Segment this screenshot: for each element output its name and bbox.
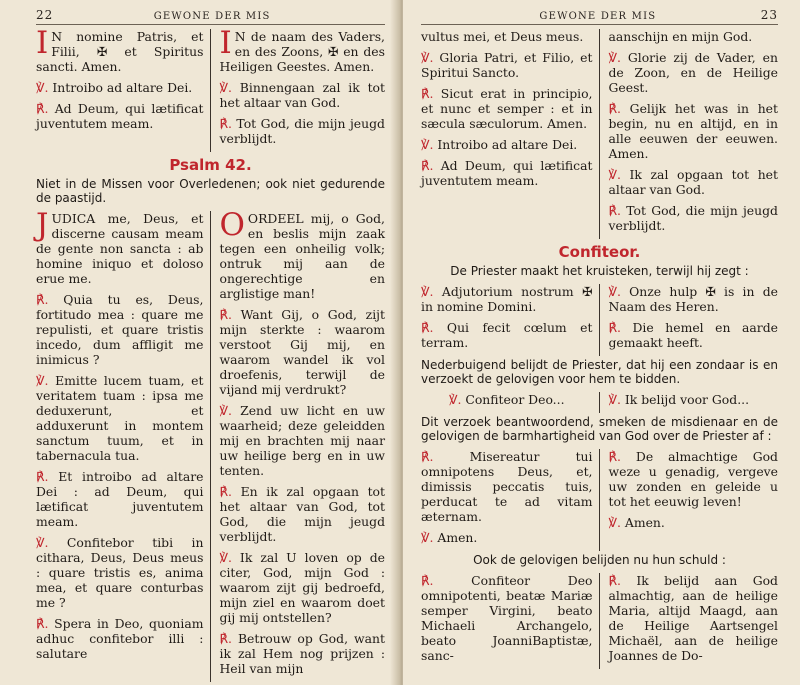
- latin-verse: I N nomine Patris, et Filii, ✠ et Spiritus sancti. Amen.: [36, 25, 204, 74]
- dutch-versicle: ℣. Glorie zij de Vader, en de Zoon, en de Heilige Geest.: [608, 50, 778, 95]
- dutch-versicle: ℣. Ik zal opgaan tot het altaar van God.: [608, 167, 778, 197]
- dutch-response: ℟. Gelijk het was in het begin, nu en altijd, en in alle eeuwen der eeuwen. Amen.: [608, 101, 778, 161]
- latin-response: ℟. Sicut erat in principio, et nunc et semper : et in sæcula sæculorum. Amen.: [421, 86, 593, 131]
- rubric-sign-of-cross: De Priester maakt het kruisteken, terwijl hij zegt :: [450, 264, 749, 278]
- dutch-response: ℟. Want Gij, o God, zijt mijn sterkte : waarom verstoot Gij mij, en waarom wandel ik vol droefenis, terwijl de vijand mij verdrukt?: [219, 307, 385, 397]
- right-page: [403, 0, 800, 685]
- dutch-versicle: ℣. Ik belijd voor God...: [608, 392, 750, 407]
- drop-cap: J: [36, 207, 49, 243]
- dutch-column: [600, 449, 779, 551]
- drop-cap: I: [36, 25, 49, 61]
- dutch-response: ℟. Die hemel en aarde gemaakt heeft.: [608, 320, 778, 350]
- latin-column: [421, 573, 600, 669]
- dutch-response: ℟. Ik belijd aan God almachtig, aan de heilige Maria, altijd Maagd, aan de Heilige Aartsengel Michaël, aan de heilige Joannes de Do-: [608, 573, 778, 663]
- dutch-column: [600, 392, 779, 413]
- latin-response: ℟. Et introibo ad altare Dei : ad Deum, qui lætificat juventutem meam.: [36, 469, 204, 529]
- dutch-verse: I N de naam des Vaders, en des Zoons, ✠ en des Heiligen Geestes. Amen.: [219, 25, 385, 74]
- latin-column: [421, 392, 600, 413]
- latin-column: [421, 449, 600, 551]
- latin-column: [421, 284, 600, 356]
- dutch-versicle: ℣. Amen.: [608, 515, 665, 530]
- latin-versicle: ℣. Amen.: [421, 530, 478, 545]
- dutch-versicle: ℣. Ik zal U loven op de citer, God, mijn God : waarom zijt gij bedroefd, mijn ziel en waarom doet gij mij ontstellen?: [219, 550, 385, 625]
- psalm-rubric: Niet in de Missen voor Overledenen; ook niet gedurende de paastijd.: [36, 177, 385, 205]
- psalm-columns: [36, 207, 385, 682]
- latin-verse: JUDICA me, Deus, et discerne causam meam de gente non sancta : ab homine iniquo et doloso erue me.: [36, 207, 204, 286]
- latin-response: ℟. Ad Deum, qui lætificat juventutem meam.: [421, 158, 593, 188]
- page-number-right: 23: [760, 8, 778, 22]
- dutch-versicle: ℣. Zend uw licht en uw waarheid; deze geleidden mij en brachten mij naar uw heilige berg en in uw tenten.: [219, 403, 385, 478]
- latin-versicle: ℣. Introibo ad altare Dei.: [36, 80, 193, 95]
- psalm-title: Psalm 42.: [169, 156, 252, 174]
- dutch-versicle: ℣. Onze hulp ✠ is in de Naam des Heren.: [608, 284, 778, 314]
- running-header-right: [421, 8, 778, 25]
- dutch-column: [211, 207, 386, 682]
- confiteor-title: Confiteor.: [558, 243, 641, 261]
- adjutorium-columns: [421, 284, 778, 356]
- dutch-response: ℟. Tot God, die mijn jeugd verblijdt.: [219, 116, 385, 146]
- drop-cap: I: [219, 25, 232, 61]
- rubric-misereatur: Dit verzoek beantwoordend, smeken de misdienaar en de gelovigen de barmhartigheid van God over de Priester af :: [421, 415, 778, 443]
- rubric-faithful-confess: Ook de gelovigen belijden nu hun schuld :: [473, 553, 726, 567]
- dutch-response: ℟. Tot God, die mijn jeugd verblijdt.: [608, 203, 778, 233]
- confiteor-priest-columns: [421, 392, 778, 413]
- latin-versicle: ℣. Introibo ad altare Dei.: [421, 137, 578, 152]
- latin-column: [421, 29, 600, 239]
- dutch-verse: OORDEEL mij, o God, en beslis mijn zaak tegen een onheilig volk; ontruk mij aan de ongerechtige en arglistige man!: [219, 207, 385, 301]
- latin-response: ℟. Qui fecit cœlum et terram.: [421, 320, 593, 350]
- latin-versicle: ℣. Adjutorium nostrum ✠ in nomine Domini.: [421, 284, 593, 314]
- dutch-response: ℟. Betrouw op God, want ik zal Hem nog prijzen : Heil van mijn: [219, 631, 385, 676]
- dutch-continuation: aanschijn en mijn God.: [608, 29, 753, 44]
- confiteor-faithful-columns: [421, 573, 778, 669]
- gloria-columns: [421, 29, 778, 239]
- latin-column: [36, 207, 211, 682]
- running-header-left: [36, 8, 385, 25]
- dutch-versicle: ℣. Binnengaan zal ik tot het altaar van God.: [219, 80, 385, 110]
- dutch-response: ℟. De almachtige God weze u genadig, vergeve uw zonden en geleide u tot het eeuwig leven!: [608, 449, 778, 509]
- dutch-column: [600, 284, 779, 356]
- running-title-right: GEWONE DER MIS: [539, 11, 657, 22]
- latin-versicle: ℣. Gloria Patri, et Filio, et Spiritui Sancto.: [421, 50, 593, 80]
- latin-versicle: ℣. Confiteor Deo...: [448, 392, 565, 407]
- page-number-left: 22: [36, 8, 54, 22]
- latin-versicle: ℣. Confitebor tibi in cithara, Deus, Deus meus : quare tristis es, anima mea, et quare conturbas me ?: [36, 535, 204, 610]
- rubric-confession: Nederbuigend belijdt de Priester, dat hij een zondaar is en verzoekt de gelovigen voor hem te bidden.: [421, 358, 778, 386]
- dutch-response: ℟. En ik zal opgaan tot het altaar van God, tot God, die mijn jeugd verblijdt.: [219, 484, 385, 544]
- left-page: [0, 0, 397, 685]
- latin-response: ℟. Quia tu es, Deus, fortitudo mea : quare me repulisti, et quare tristis incedo, dum affligit me inimicus ?: [36, 292, 204, 367]
- misereatur-columns: [421, 449, 778, 551]
- latin-response: ℟. Confiteor Deo omnipotenti, beatæ Mariæ semper Virgini, beato Michaeli Archangelo, beato JoanniBaptistæ, sanc-: [421, 573, 593, 663]
- latin-response: ℟. Spera in Deo, quoniam adhuc confitebor illi : salutare: [36, 616, 204, 661]
- dutch-column: [600, 29, 779, 239]
- latin-versicle: ℣. Emitte lucem tuam, et veritatem tuam : ipsa me deduxerunt, et adduxerunt in montem sanctum tuum, et in tabernacula tua.: [36, 373, 204, 463]
- dutch-column: [600, 573, 779, 669]
- running-title-left: GEWONE DER MIS: [153, 11, 271, 22]
- latin-continuation: vultus mei, et Deus meus.: [421, 29, 584, 44]
- intro-columns: [36, 25, 385, 152]
- drop-cap: O: [219, 207, 245, 243]
- latin-response: ℟. Misereatur tui omnipotens Deus, et, dimissis peccatis tuis, perducat te ad vitam æternam.: [421, 449, 593, 524]
- latin-column: [36, 25, 211, 152]
- latin-response: ℟. Ad Deum, qui lætificat juventutem meam.: [36, 101, 204, 131]
- dutch-column: [211, 25, 386, 152]
